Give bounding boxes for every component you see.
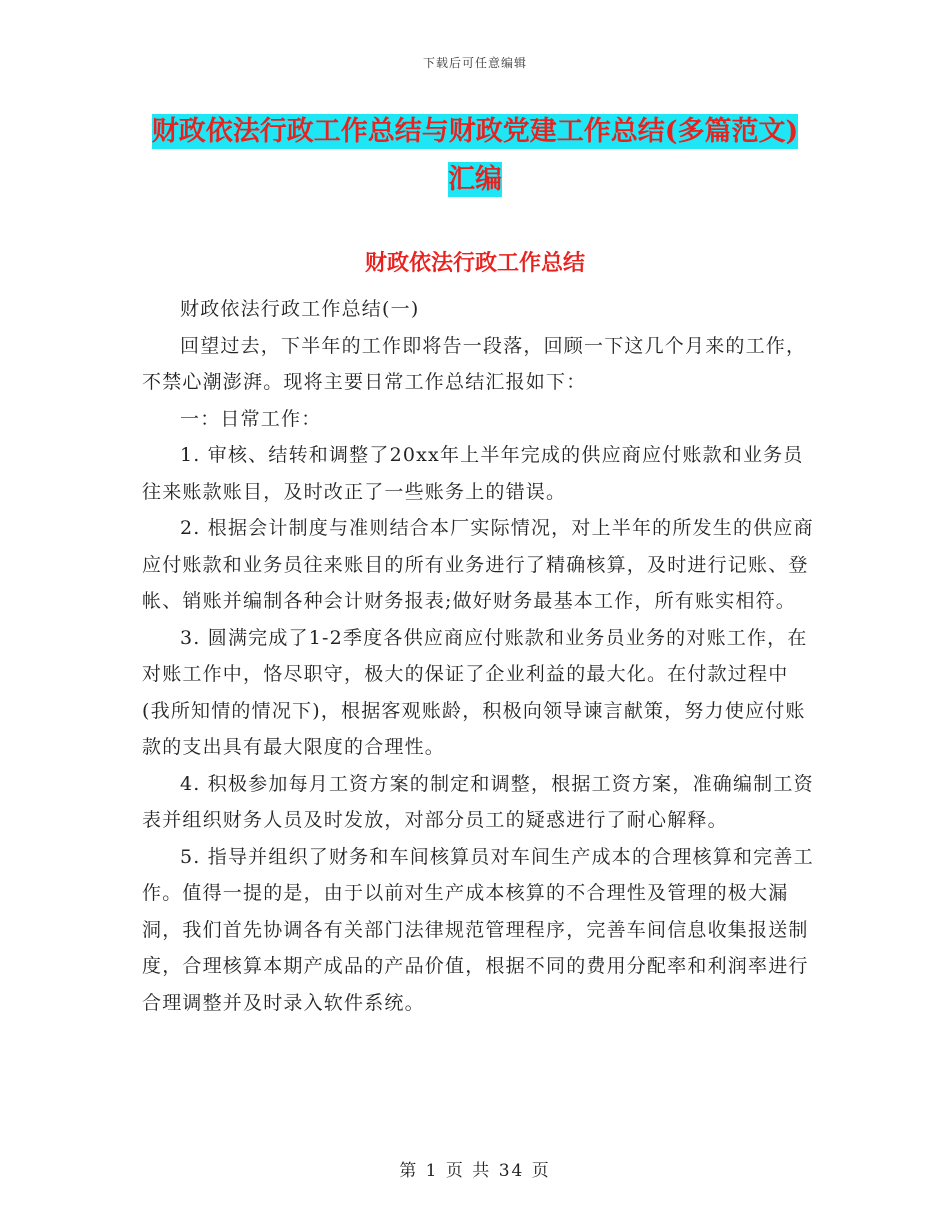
paragraph: 4. 积极参加每月工资方案的制定和调整，根据工资方案，准确编制工资表并组织财务人员及时发放，对部分员工的疑惑进行了耐心解释。 <box>142 772 814 831</box>
paragraph: 5. 指导并组织了财务和车间核算员对车间生产成本的合理核算和完善工作。值得一提的是，由于以前对生产成本核算的不合理性及管理的极大漏洞，我们首先协调各有关部门法律规范管理程序，完善车间信息收集报送制度，合理核算本期产成品的产品价值，根据不同的费用分配率和利润率进行合理调整并及时录入软件系统。 <box>142 845 814 1014</box>
page-number: 第 1 页 共 34 页 <box>399 1161 551 1181</box>
paragraph: 一：日常工作： <box>180 407 322 430</box>
document-title-text: 财政依法行政工作总结与财政党建工作总结(多篇范文)汇编 <box>151 116 799 195</box>
paragraph: 财政依法行政工作总结(一) <box>180 298 420 320</box>
paragraph: 1. 审核、结转和调整了20xx年上半年完成的供应商应付账款和业务员往来账款账目，及时改正了一些账务上的错误。 <box>142 444 804 503</box>
paragraph: 回望过去，下半年的工作即将告一段落，回顾一下这几个月来的工作，不禁心潮澎湃。现将主要日常工作总结汇报如下： <box>142 334 807 393</box>
document-body <box>142 291 814 1021</box>
paragraph: 2. 根据会计制度与准则结合本厂实际情况，对上半年的所发生的供应商应付账款和业务员往来账目的所有业务进行了精确核算，及时进行记账、登帐、销账并编制各种会计财务报表;做好财务最基本工作，所有账实相符。 <box>142 517 814 612</box>
paragraph: 3. 圆满完成了1-2季度各供应商应付账款和业务员业务的对账工作，在对账工作中，恪尽职守，极大的保证了企业利益的最大化。在付款过程中(我所知情的情况下)，根据客观账龄，积极向领导谏言献策，努力使应付账款的支出具有最大限度的合理性。 <box>142 626 808 758</box>
section-title: 财政依法行政工作总结 <box>364 250 585 276</box>
document-title <box>140 108 810 204</box>
header-note: 下载后可任意编辑 <box>422 56 527 70</box>
